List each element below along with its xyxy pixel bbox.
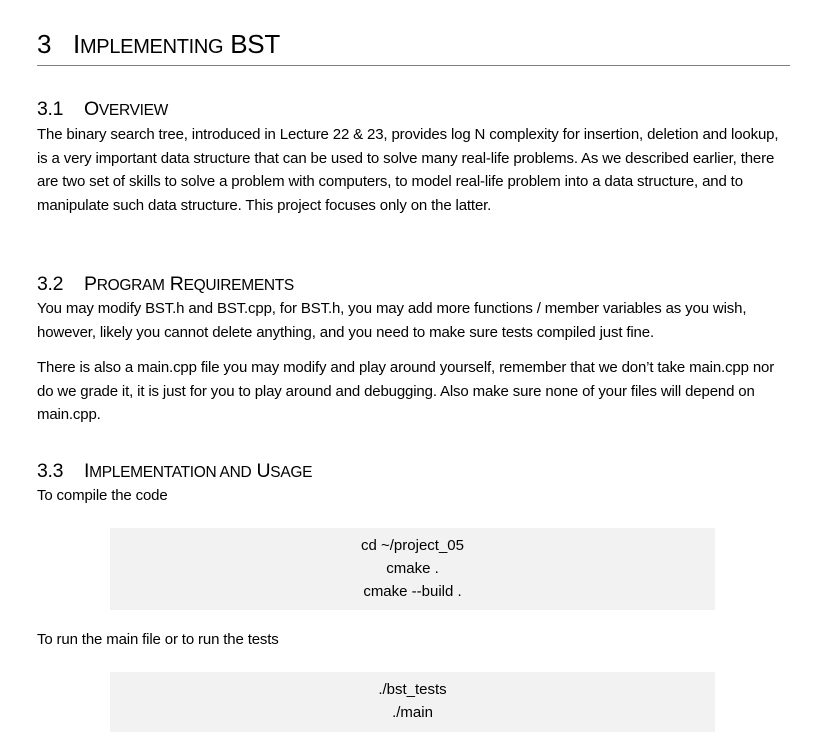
code-line: cmake --build . — [363, 583, 462, 600]
subsection-title: OVERVIEW — [84, 98, 168, 120]
subsection-title: PROGRAM REQUIREMENTS — [84, 273, 294, 295]
section-number: 3 — [37, 29, 52, 59]
compile-code-block — [110, 528, 715, 610]
subsection-heading-requirements: 3.2 PROGRAM REQUIREMENTS — [37, 272, 294, 298]
requirements-paragraph-1: You may modify BST.h and BST.cpp, for BST.h, you may add more functions / member variables as you wish, however, likely you cannot delete anything, and you need to make sure tests compiled just fine. — [37, 300, 747, 341]
requirements-paragraph-2: There is also a main.cpp file you may modify and play around yourself, remember that we don’t take main.cpp nor do we grade it, it is just for you to play around and debugging. Also make sure none of your files will depend on main.cpp. — [37, 359, 775, 423]
section-heading — [37, 27, 280, 64]
overview-paragraph: The binary search tree, introduced in Lecture 22 & 23, provides log N complexity for insertion, deletion and lookup, is a very important data structure that can be used to solve many real-life problems. As we described earlier, there are two set of skills to solve a problem with computers, to model real-life problem into a data structure, and to manipulate such data structure. This project focuses only on the latter. — [37, 126, 779, 214]
subsection-heading-overview: 3.1 OVERVIEW — [37, 97, 168, 123]
subsection-title: IMPLEMENTATION AND USAGE — [84, 460, 313, 482]
heading-rule — [37, 65, 790, 66]
subsection-heading-usage: 3.3 IMPLEMENTATION AND USAGE — [37, 459, 312, 485]
run-code-block — [110, 672, 715, 732]
code-line: ./bst_tests — [378, 681, 447, 698]
run-intro: To run the main file or to run the tests — [37, 631, 279, 648]
code-line: cd ~/project_05 — [361, 537, 464, 554]
code-line: ./main — [392, 704, 433, 721]
section-title: IMPLEMENTING BST — [73, 29, 280, 59]
compile-intro: To compile the code — [37, 487, 168, 504]
code-line: cmake . — [386, 560, 439, 577]
